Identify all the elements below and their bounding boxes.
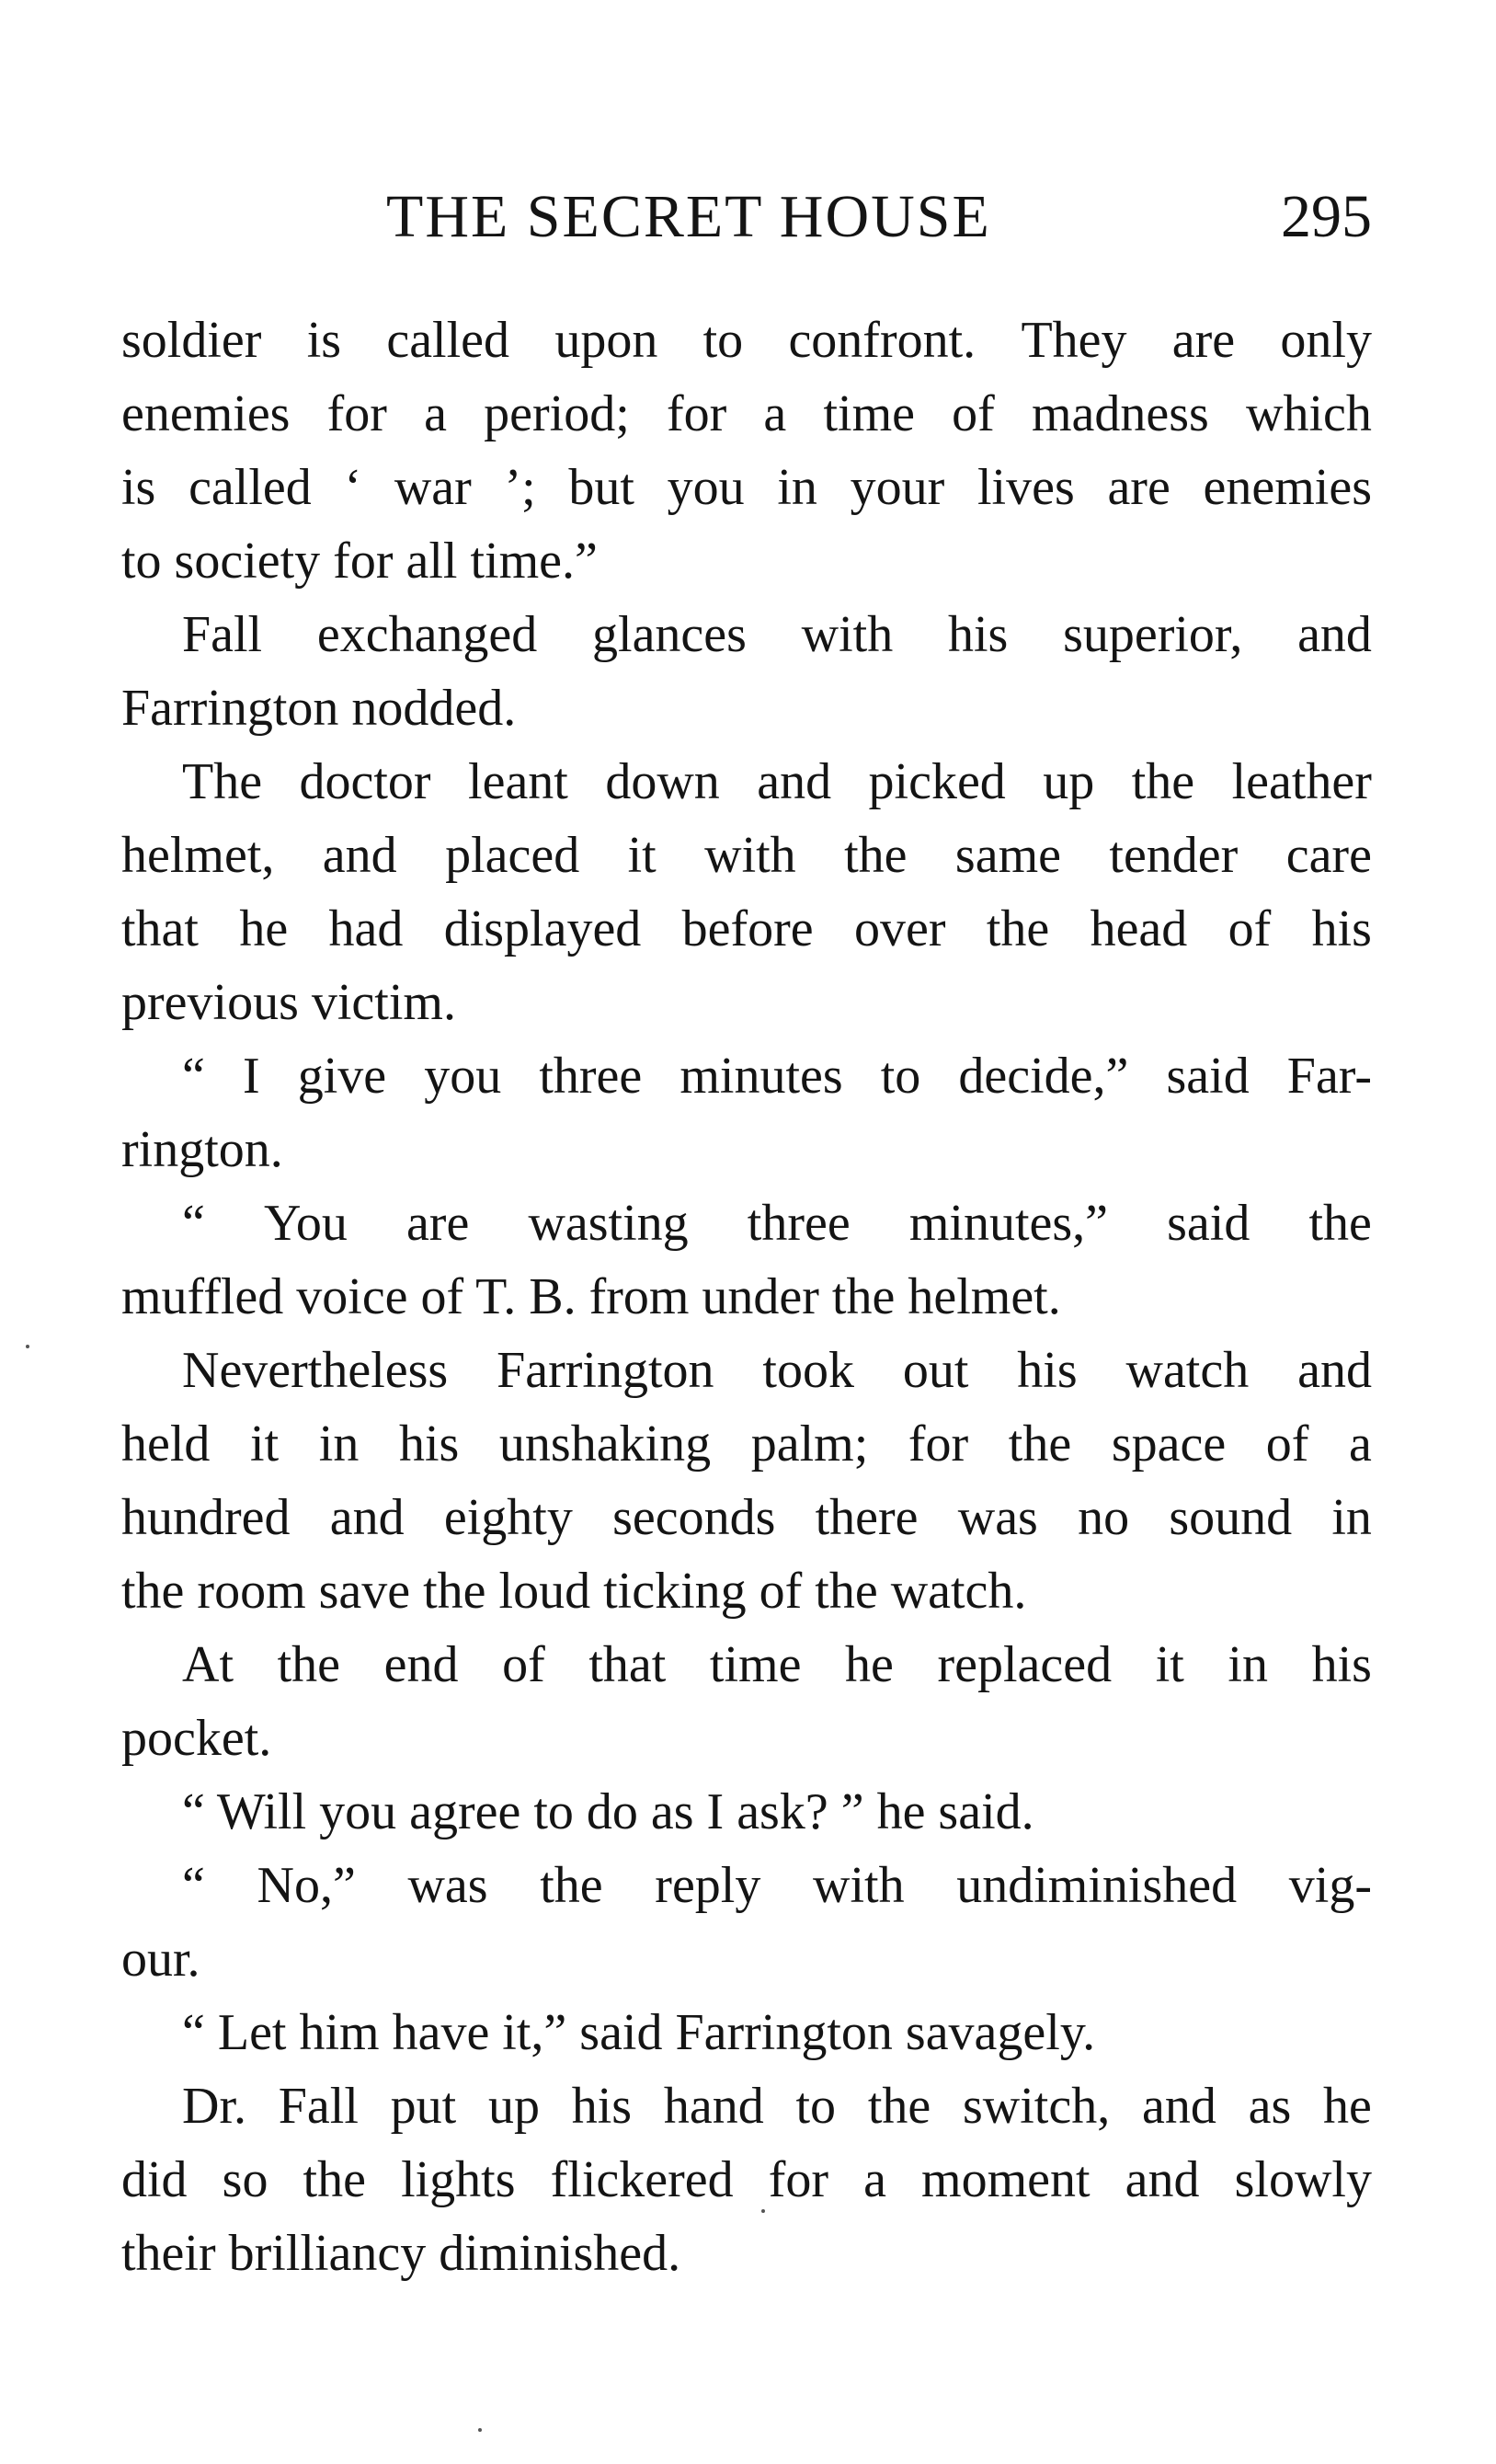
word: you bbox=[424, 1048, 502, 1105]
word: vig- bbox=[1288, 1857, 1372, 1914]
word: period; bbox=[484, 385, 630, 442]
word: said bbox=[1166, 1048, 1250, 1105]
word: he bbox=[845, 1636, 894, 1693]
word: and bbox=[1297, 606, 1372, 663]
word: No,” bbox=[257, 1857, 356, 1914]
word: that bbox=[121, 900, 199, 957]
word: and bbox=[329, 1489, 405, 1546]
text-line bbox=[121, 819, 1372, 892]
word: You bbox=[263, 1195, 348, 1252]
word: took bbox=[762, 1342, 854, 1399]
word: “ bbox=[182, 1857, 205, 1914]
word: a bbox=[424, 385, 447, 442]
text-line: “ Let him have it,” said Farrington savagely. bbox=[182, 2004, 1096, 2061]
word: down bbox=[605, 753, 720, 810]
word: superior, bbox=[1063, 606, 1243, 663]
word: confront. bbox=[788, 312, 976, 369]
word: called bbox=[188, 459, 312, 516]
word: and bbox=[1142, 2078, 1216, 2135]
word: sound bbox=[1169, 1489, 1293, 1546]
word: there bbox=[815, 1489, 919, 1546]
word: in bbox=[777, 459, 817, 516]
word: glances bbox=[592, 606, 747, 663]
word: it bbox=[1155, 1636, 1184, 1693]
word: hand bbox=[663, 2078, 764, 2135]
word: ’; bbox=[504, 459, 536, 516]
word: for bbox=[326, 385, 387, 442]
word: moment bbox=[921, 2151, 1091, 2208]
word: was bbox=[407, 1857, 488, 1914]
word: decide,” bbox=[958, 1048, 1129, 1105]
word: At bbox=[182, 1636, 234, 1693]
print-speck bbox=[26, 1345, 29, 1348]
word: it bbox=[627, 827, 657, 884]
word: with bbox=[813, 1857, 905, 1914]
word: three bbox=[747, 1195, 851, 1252]
word: end bbox=[383, 1636, 459, 1693]
text-line: rington. bbox=[121, 1121, 283, 1178]
word: time bbox=[709, 1636, 802, 1693]
word: but bbox=[568, 459, 634, 516]
text-line: to society for all time.” bbox=[121, 533, 598, 590]
running-head bbox=[121, 180, 1372, 254]
word: madness bbox=[1031, 385, 1209, 442]
word: the bbox=[867, 2078, 931, 2135]
word: leant bbox=[468, 753, 568, 810]
word: The bbox=[182, 753, 263, 810]
word: which bbox=[1246, 385, 1372, 442]
print-speck bbox=[478, 2428, 482, 2432]
word: Fall bbox=[182, 606, 263, 663]
word: three bbox=[539, 1048, 643, 1105]
word: of bbox=[502, 1636, 545, 1693]
word: soldier bbox=[121, 312, 262, 369]
word: Farrington bbox=[497, 1342, 714, 1399]
word: watch bbox=[1125, 1342, 1250, 1399]
word: with bbox=[801, 606, 894, 663]
word: for bbox=[666, 385, 727, 442]
word: and bbox=[1125, 2151, 1200, 2208]
word: so bbox=[222, 2151, 268, 2208]
word: for bbox=[768, 2151, 828, 2208]
word: his bbox=[1017, 1342, 1078, 1399]
word: are bbox=[1107, 459, 1171, 516]
text-line bbox=[121, 598, 1372, 671]
text-line bbox=[121, 1628, 1372, 1702]
word: They bbox=[1021, 312, 1127, 369]
word: slowly bbox=[1234, 2151, 1372, 2208]
word: doctor bbox=[299, 753, 431, 810]
word: placed bbox=[445, 827, 580, 884]
word: in bbox=[318, 1415, 360, 1473]
text-line bbox=[121, 1407, 1372, 1481]
word: Fall bbox=[278, 2078, 359, 2135]
page-number: 295 bbox=[1281, 183, 1372, 250]
word: a bbox=[863, 2151, 886, 2208]
word: is bbox=[306, 312, 342, 369]
word: and bbox=[322, 827, 397, 884]
text-line: previous victim. bbox=[121, 974, 456, 1031]
word: he bbox=[239, 900, 289, 957]
word: the bbox=[303, 2151, 366, 2208]
word: held bbox=[121, 1415, 211, 1473]
word: care bbox=[1285, 827, 1372, 884]
text-line bbox=[121, 1186, 1372, 1260]
word: in bbox=[1331, 1489, 1372, 1546]
print-speck bbox=[761, 2209, 765, 2213]
word: up bbox=[1043, 753, 1095, 810]
text-line bbox=[121, 892, 1372, 966]
text-line: pocket. bbox=[121, 1710, 272, 1767]
word: had bbox=[328, 900, 404, 957]
word: as bbox=[1248, 2078, 1292, 2135]
text-line bbox=[121, 2069, 1372, 2143]
word: are bbox=[405, 1195, 470, 1252]
word: no bbox=[1078, 1489, 1130, 1546]
word: undiminished bbox=[956, 1857, 1238, 1914]
word: up bbox=[487, 2078, 540, 2135]
text-line: Farrington nodded. bbox=[121, 680, 517, 737]
text-line: our. bbox=[121, 1931, 200, 1988]
word: called bbox=[386, 312, 510, 369]
word: leather bbox=[1231, 753, 1372, 810]
text-line: the room save the loud ticking of the watch. bbox=[121, 1563, 1027, 1620]
text-line: their brilliancy diminished. bbox=[121, 2225, 681, 2282]
text-line bbox=[121, 1481, 1372, 1554]
word: lights bbox=[401, 2151, 516, 2208]
text-line bbox=[121, 1039, 1372, 1113]
word: unshaking bbox=[498, 1415, 712, 1473]
word: it bbox=[250, 1415, 280, 1473]
word: Nevertheless bbox=[182, 1342, 449, 1399]
word: over bbox=[853, 900, 946, 957]
body-text bbox=[121, 304, 1372, 2290]
word: a bbox=[1349, 1415, 1372, 1473]
word: before bbox=[681, 900, 814, 957]
word: head bbox=[1090, 900, 1188, 957]
word: out bbox=[902, 1342, 969, 1399]
word: to bbox=[795, 2078, 837, 2135]
word: to bbox=[702, 312, 744, 369]
word: space bbox=[1111, 1415, 1227, 1473]
word: with bbox=[704, 827, 796, 884]
word: minutes,” bbox=[908, 1195, 1109, 1252]
word: in bbox=[1228, 1636, 1268, 1693]
word: he bbox=[1323, 2078, 1372, 2135]
word: that bbox=[588, 1636, 667, 1693]
word: to bbox=[880, 1048, 921, 1105]
word: a bbox=[763, 385, 787, 442]
word: are bbox=[1171, 312, 1236, 369]
text-line bbox=[121, 377, 1372, 451]
word: of bbox=[1265, 1415, 1309, 1473]
word: upon bbox=[554, 312, 658, 369]
text-line: “ Will you agree to do as I ask? ” he said. bbox=[182, 1783, 1034, 1840]
word: reply bbox=[655, 1857, 761, 1914]
word: for bbox=[908, 1415, 969, 1473]
word: enemies bbox=[1203, 459, 1372, 516]
text-line: muffled voice of T. B. from under the helmet. bbox=[121, 1268, 1061, 1325]
word: tender bbox=[1109, 827, 1239, 884]
word: displayed bbox=[443, 900, 642, 957]
word: the bbox=[986, 900, 1050, 957]
text-line bbox=[121, 304, 1372, 377]
word: his bbox=[1311, 900, 1372, 957]
word: ‘ bbox=[344, 459, 362, 516]
word: Far- bbox=[1286, 1048, 1372, 1105]
word: enemies bbox=[121, 385, 291, 442]
word: wasting bbox=[528, 1195, 689, 1252]
text-line bbox=[121, 451, 1372, 524]
word: of bbox=[952, 385, 995, 442]
word: picked bbox=[868, 753, 1006, 810]
word: said bbox=[1167, 1195, 1250, 1252]
word: minutes bbox=[679, 1048, 843, 1105]
text-line bbox=[121, 2143, 1372, 2217]
word: and bbox=[1297, 1342, 1372, 1399]
word: and bbox=[757, 753, 832, 810]
word: flickered bbox=[550, 2151, 734, 2208]
word: your bbox=[850, 459, 945, 516]
word: is bbox=[121, 459, 156, 516]
word: eighty bbox=[443, 1489, 573, 1546]
word: replaced bbox=[937, 1636, 1113, 1693]
word: war bbox=[394, 459, 472, 516]
word: his bbox=[398, 1415, 460, 1473]
word: the bbox=[540, 1857, 603, 1914]
word: the bbox=[277, 1636, 341, 1693]
text-line bbox=[121, 1849, 1372, 1922]
word: lives bbox=[976, 459, 1075, 516]
word: switch, bbox=[963, 2078, 1111, 2135]
word: did bbox=[121, 2151, 188, 2208]
word: I bbox=[242, 1048, 260, 1105]
text-line bbox=[121, 745, 1372, 819]
word: the bbox=[1131, 753, 1195, 810]
word: you bbox=[667, 459, 745, 516]
word: only bbox=[1280, 312, 1372, 369]
word: Dr. bbox=[182, 2078, 246, 2135]
word: put bbox=[390, 2078, 457, 2135]
word: seconds bbox=[612, 1489, 776, 1546]
text-line bbox=[121, 1334, 1372, 1407]
word: was bbox=[957, 1489, 1038, 1546]
word: give bbox=[297, 1048, 387, 1105]
word: his bbox=[1311, 1636, 1372, 1693]
word: “ bbox=[182, 1048, 205, 1105]
word: hundred bbox=[121, 1489, 291, 1546]
word: “ bbox=[182, 1195, 205, 1252]
running-title: THE SECRET HOUSE bbox=[386, 183, 991, 250]
word: the bbox=[1308, 1195, 1372, 1252]
word: his bbox=[947, 606, 1009, 663]
word: of bbox=[1228, 900, 1272, 957]
word: the bbox=[844, 827, 908, 884]
word: palm; bbox=[750, 1415, 869, 1473]
word: his bbox=[571, 2078, 633, 2135]
word: time bbox=[823, 385, 915, 442]
word: the bbox=[1008, 1415, 1072, 1473]
word: helmet, bbox=[121, 827, 275, 884]
word: same bbox=[954, 827, 1061, 884]
word: exchanged bbox=[316, 606, 538, 663]
